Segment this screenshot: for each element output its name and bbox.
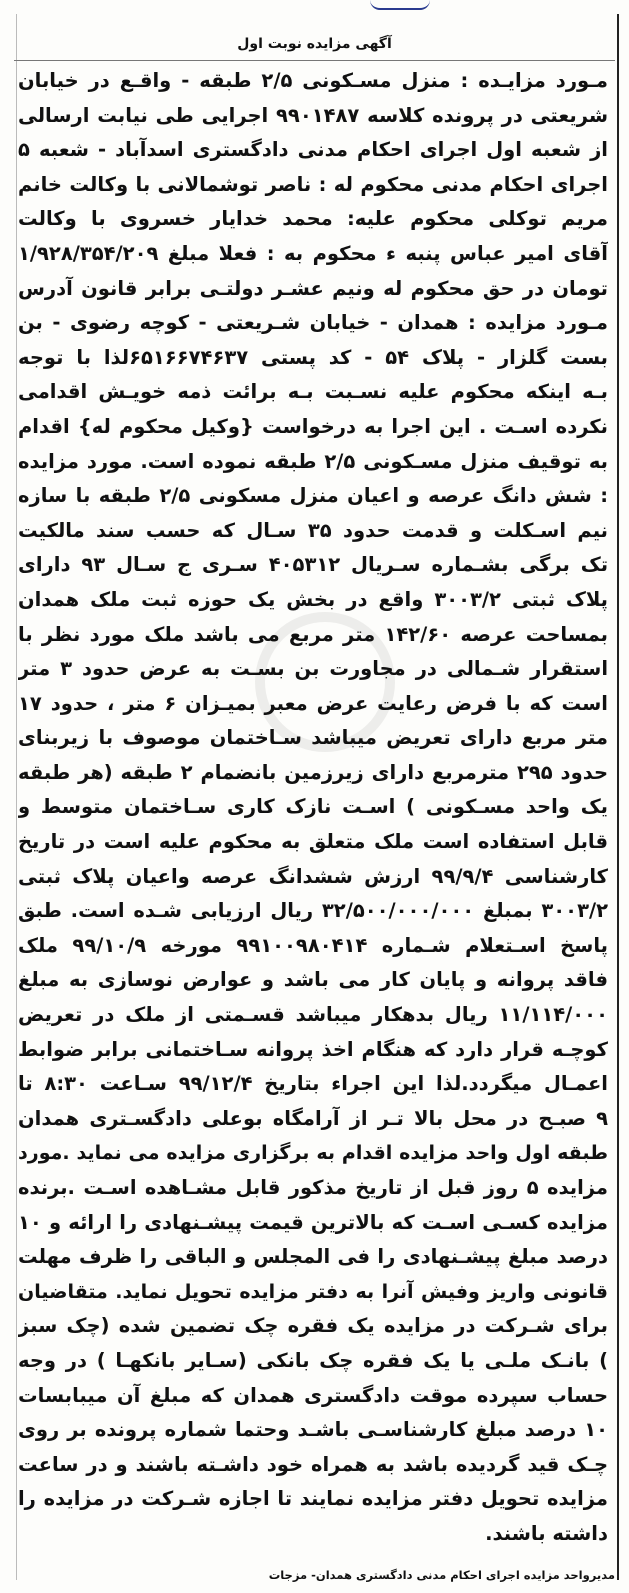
notice-line: ۳۰۰۳/۲ بمبلغ ۳۲/۵۰۰/۰۰۰/۰۰۰ ریال ارزیابی شـده است. طبق bbox=[18, 899, 608, 923]
notice-body bbox=[18, 64, 608, 1552]
notice-line: است که با فرض رعایت عرض معبر بمیـزان ۶ متر ، حدود ۱۷ bbox=[18, 691, 608, 715]
notice-line: ۹ صبـح در محل بالا تـر از آرامگاه بوعلی دادگسـتری همدان bbox=[18, 1106, 608, 1130]
notice-line: داشته باشند. bbox=[485, 1521, 608, 1545]
notice-line: چـک قید گردیده باشد به همراه خود داشـته باشند و در ساعت bbox=[18, 1452, 608, 1476]
notice-line: قانونی واریز وفیش آنرا به دفتر مزایده تحویل نماید. متقاضیان bbox=[18, 1280, 608, 1303]
notice-line: تک برگی بشـماره سـریال ۴۰۵۳۱۲ سـری ج سـال ۹۳ دارای bbox=[18, 553, 608, 577]
notice-line: شریعتی در پرونده کلاسه ۹۹۰۱۴۸۷ اجرایی طی نیابت ارسالی bbox=[18, 103, 608, 127]
notice-line: مزایده ۵ روز قبل از تاریخ مذکور قابل مشـاهده اسـت .برنده bbox=[18, 1176, 608, 1199]
notice-line: استقرار شـمالی در مجاورت بن بسـت به عرض حدود ۳ متر bbox=[18, 657, 608, 681]
notice-line: متر مربع دارای تعریض میباشد سـاختمان موصوف با زیربنای bbox=[18, 726, 608, 750]
notice-line: یک واحد مسـکونی ) اسـت نازک کاری سـاختمان متوسط و bbox=[18, 795, 608, 819]
pen-mark bbox=[370, 0, 430, 10]
notice-line: مـورد مزایـده : منزل مسـکونی ۲/۵ طبقه - واقـع در خیابان bbox=[18, 69, 608, 92]
title-divider bbox=[14, 60, 615, 61]
notice-line: بـه اینکه محکوم علیه نسـبت بـه برائت ذمه خویـش اقدامی bbox=[18, 380, 608, 404]
notice-line: مریم توکلی محکوم علیه: محمد خدایار خسروی با وکالت bbox=[18, 207, 608, 231]
notice-line: قابل استفاده است ملک متعلق به محکوم علیه است در تاریخ bbox=[18, 830, 608, 854]
notice-title: آگهی مزایده نوبت اول bbox=[237, 36, 392, 52]
notice-line: پاسخ اسـتعلام شـماره ۹۹۱۰۰۹۸۰۴۱۴ مورخه ۹۹/۱۰/۹ ملک bbox=[18, 933, 608, 957]
notice-line: تومان در حق محکوم له ونیم عشـر دولتـی برابر قانون آدرس bbox=[18, 276, 608, 300]
notice-line: کوچـه قرار دارد که هنگام اخذ پروانه سـاختمانی برابر ضوابط bbox=[18, 1037, 608, 1061]
notice-line: درصد مبلغ پیشـنهادی را فی المجلس و الباقی را ظرف مهلت bbox=[18, 1245, 608, 1269]
notice-line: حساب سپرده موقت دادگستری همدان که مبلغ آن میبابسات bbox=[18, 1383, 608, 1407]
notice-line: پلاک ثبتی ۳۰۰۳/۲ واقع در بخش یک حوزه ثبت ملک همدان bbox=[18, 587, 608, 611]
notice-footer: مدیرواحد مزایده اجرای احکام مدنی دادگستری همدان- مزجات bbox=[268, 1568, 615, 1582]
notice-line: آقای امیر عباس پنبه ء محکوم به : فعلا مبلغ ۱/۹۲۸/۳۵۴/۲۰۹ bbox=[18, 241, 608, 265]
notice-line: بست گلزار - پلاک ۵۴ - کد پستی ۶۵۱۶۶۷۴۶۳۷لذا با توجه bbox=[18, 345, 608, 369]
notice-line: از شعبه اول اجرای احکام مدنی دادگستری اسدآباد - شعبه ۵ bbox=[18, 138, 608, 162]
notice-line: مزایده کسـی اسـت که بالاترین قیمت پیشـنهادی را ارائه و ۱۰ bbox=[18, 1210, 608, 1234]
notice-line: نکرده اسـت . این اجرا به درخواست {وکیل محکوم له} اقدام bbox=[18, 414, 608, 438]
notice-line: برای شـرکت در مزایده یک فقره چک تضمین شده (چک سبز bbox=[18, 1314, 608, 1338]
notice-line: مـورد مزایده : همدان - خیابان شـریعتی - کوچه رضوی - بن bbox=[18, 311, 608, 335]
notice-line: کارشناسی ۹۹/۹/۴ ارزش ششدانگ عرصه واعیان پلاک ثبتی bbox=[18, 864, 608, 888]
notice-line: مزایده تحویل دفتر مزایده نمایند تا اجازه شـرکت در مزایده را bbox=[18, 1487, 608, 1511]
notice-line: فاقد پروانه و پایان کار می باشد و عوارض نوسازی به مبلغ bbox=[18, 968, 608, 992]
notice-line: ۱۱/۱۱۴/۰۰۰ ریال بدهکار میباشد قسـمتی از ملک در تعریض bbox=[18, 1003, 608, 1027]
notice-line: طبقه اول واحد مزایده اقدام به برگزاری مزایده می نماید .مورد bbox=[18, 1142, 608, 1165]
notice-line: بمساحت عرصه ۱۴۲/۶۰ متر مربع می باشد ملک مورد نظر با bbox=[18, 622, 608, 646]
notice-line: حدود ۲۹۵ مترمربع دارای زیرزمین بانضمام ۲ طبقه (هر طبقه bbox=[18, 760, 608, 784]
notice-line: ۱۰ درصد مبلغ کارشناسـی باشـد وحتما شماره پرونده بر روی bbox=[18, 1418, 608, 1442]
notice-line: به توقیف منزل مسـکونی ۲/۵ طبقه نموده است. مورد مزایده bbox=[18, 449, 608, 473]
notice-line: اعمـال میگردد.لذا این اجراء بتاریخ ۹۹/۱۲/۴ سـاعت ۸:۳۰ تا bbox=[18, 1072, 608, 1096]
notice-line: اجرای احکام مدنی محکوم له : ناصر توشمالانی با وکالت خانم bbox=[18, 172, 608, 196]
notice-line: : شش دانگ عرصه و اعیان منزل مسکونی ۲/۵ طبقه با سازه bbox=[18, 484, 608, 508]
notice-line: نیم اسـکلت و قدمت حدود ۳۵ سـال که حسب سند مالکیت bbox=[18, 518, 608, 542]
notice-line: ) بانـک ملـی یا یک فقره چک بانکی (سـایر بانکهـا ) در وجه bbox=[18, 1348, 608, 1372]
